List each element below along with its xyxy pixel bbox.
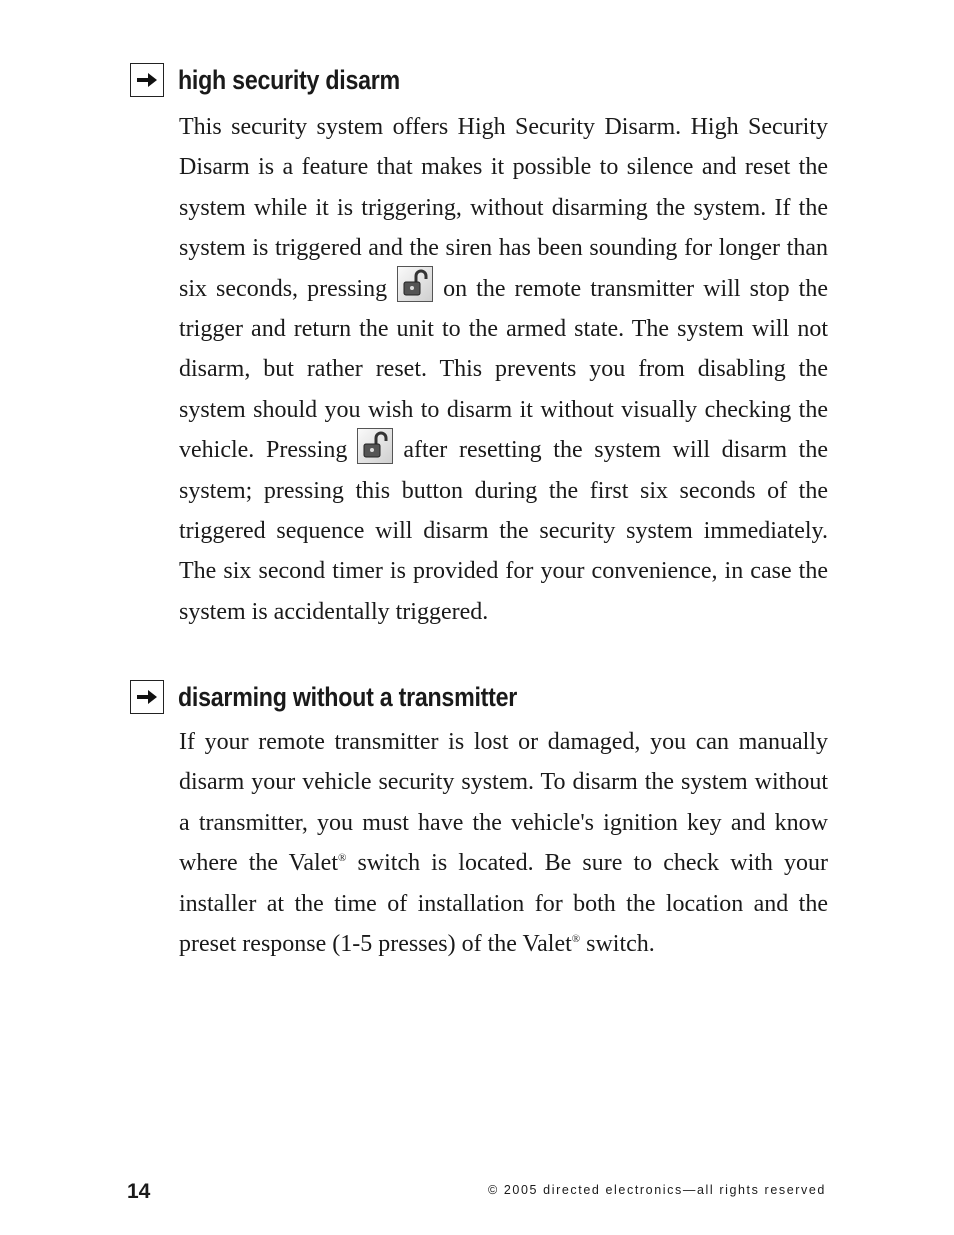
section-heading: high security disarm (178, 65, 400, 95)
section-heading: disarming without a transmitter (178, 682, 518, 712)
section-high-security-disarm (130, 61, 830, 632)
paragraph-text: If your remote transmitter is lost or damaged, you can manually disarm your vehicle security system. To disarm the system without a transmitter, you must have the vehicle's ignition key and know where the Valet (179, 729, 828, 877)
unlock-button-icon (357, 428, 393, 464)
registered-mark: ® (571, 933, 581, 946)
paragraph-text: This security system offers High Security Disarm. High Security Disarm is a feature that makes it possible to silence and reset the system while it is triggering, without disarming the system. If the system is triggered and the siren has been sounding for longer than six seconds, pressing (179, 114, 828, 302)
right-arrow-icon (130, 680, 164, 714)
section-paragraph (179, 107, 828, 632)
right-arrow-icon (130, 63, 164, 97)
paragraph-text: switch. (580, 931, 655, 958)
paragraph-text: on the remote transmitter will stop the trigger and return the unit to the armed state. The system will not disarm, but rather reset. This prevents you from disabling the system should you wish to disarm it without visually checking the vehicle. Pressing (179, 275, 828, 464)
page-number: 14 (127, 1180, 151, 1203)
heading-row (130, 678, 830, 718)
paragraph-text: switch is located. Be sure to check with your installer at the time of installation for both the location and the preset response (1-5 presses) of the Valet (179, 850, 829, 958)
registered-mark: ® (338, 852, 347, 865)
heading-row (130, 61, 830, 101)
copyright-notice: © 2005 directed electronics—all rights reserved (487, 1183, 826, 1197)
unlock-button-icon (397, 266, 433, 302)
section-paragraph (179, 722, 828, 964)
section-disarming-without-transmitter (130, 678, 830, 964)
paragraph-text: after resetting the system will disarm the system; pressing this button during the first six seconds of the triggered sequence will disarm the security system immediately. The six second timer is provided for your convenience, in case the system is accidentally triggered. (179, 437, 829, 625)
